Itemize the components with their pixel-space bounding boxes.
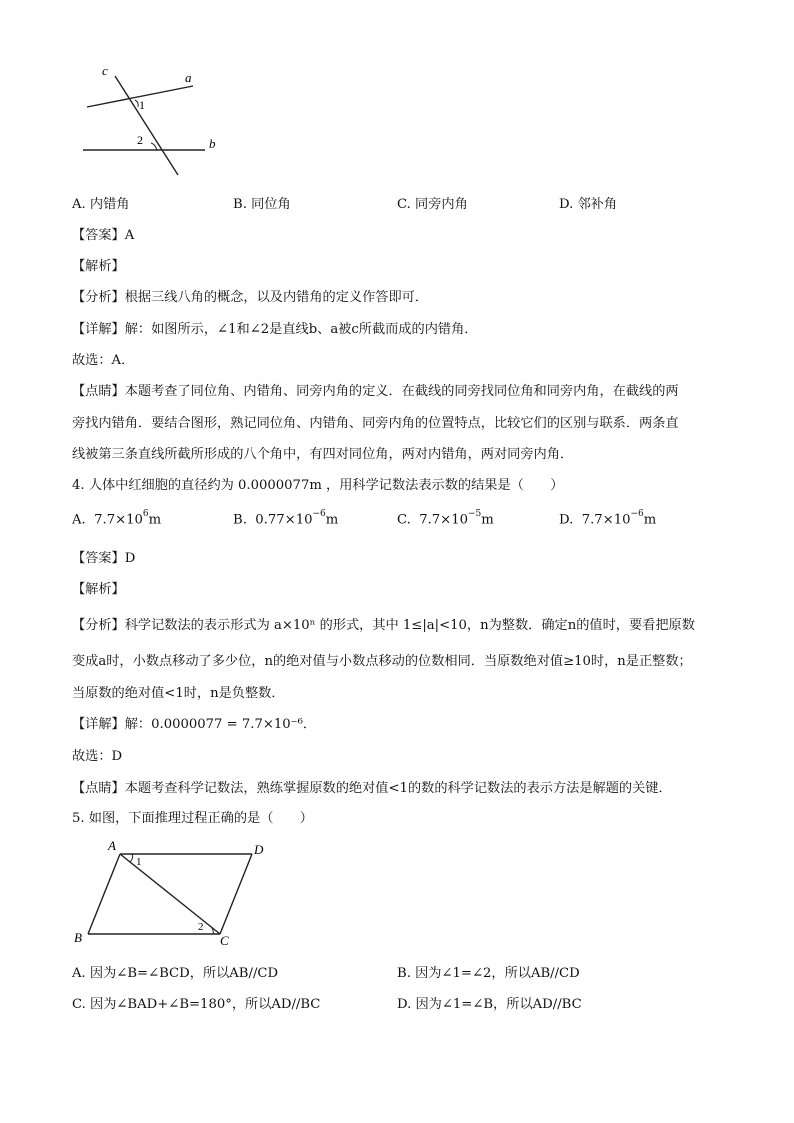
q4-option-a-label: A. (72, 512, 86, 528)
fig1-label-b: b (209, 136, 216, 151)
q4-fenxi-line-1: 【分析】科学记数法的表示形式为 a×10ⁿ 的形式，其中 1≤|a|<10，n为整数．确定n的值时，要看把原数 (72, 618, 695, 633)
q4-guxuan: 故选：D (72, 749, 123, 764)
q3-option-d: D. 邻补角 (559, 197, 618, 212)
q5-option-c: C. 因为∠BAD+∠B=180°，所以AD//BC (72, 997, 321, 1012)
fig1-label-c: c (102, 63, 108, 78)
q3-dianjing-line-2: 旁找内错角．要结合图形，熟记同位角、内错角、同旁内角的位置特点，比较它们的区别与联系．两条直 (72, 416, 679, 431)
q3-option-a: A. 内错角 (72, 197, 130, 212)
q4-option-b-base: 0.77×10 (255, 512, 313, 528)
fig2-angle-1: 1 (136, 856, 142, 868)
q4-option-c-exp: −5 (468, 509, 482, 519)
figure-parallelogram (70, 836, 280, 948)
q5-stem: 5. 如图，下面推理过程正确的是（ ） (72, 811, 313, 826)
fig1-angle-1: 1 (139, 98, 145, 112)
q4-option-b (233, 511, 338, 527)
q4-option-c-base: 7.7×10 (419, 512, 469, 528)
figure-transversal-lines (75, 62, 235, 182)
q5-option-a: A. 因为∠B=∠BCD，所以AB//CD (72, 966, 279, 981)
q4-option-c-label: C. (397, 512, 411, 528)
q4-option-b-unit: m (325, 512, 339, 528)
fig2-label-a: A (108, 838, 116, 853)
q4-xiangjie: 【详解】解：0.0000077 = 7.7×10⁻⁶． (72, 717, 317, 732)
q4-answer: 【答案】D (72, 551, 136, 566)
q4-option-d-exp: −6 (630, 509, 644, 519)
fig2-label-c: C (220, 933, 229, 948)
fig1-label-a: a (185, 70, 192, 85)
q3-option-c: C. 同旁内角 (397, 197, 468, 212)
q4-option-b-exp: −6 (312, 509, 326, 519)
q5-option-d: D. 因为∠1=∠B，所以AD//BC (397, 997, 582, 1012)
q3-answer: 【答案】A (72, 228, 135, 243)
q4-option-c (397, 511, 494, 527)
fig2-label-d: D (254, 842, 264, 857)
q4-analysis-label: 【解析】 (72, 582, 125, 597)
q3-analysis-label: 【解析】 (72, 259, 125, 274)
fig2-label-b: B (74, 930, 82, 945)
q4-option-c-unit: m (481, 512, 494, 528)
q3-xiangjie: 【详解】解：如图所示，∠1和∠2是直线b、a被c所截而成的内错角． (72, 322, 478, 337)
q3-dianjing-line-1: 【点睛】本题考查了同位角、内错角、同旁内角的定义．在截线的同旁找同位角和同旁内角，在截线的两 (72, 384, 679, 399)
q4-option-a-base: 7.7×10 (94, 512, 143, 528)
q4-option-a (72, 511, 161, 527)
q4-option-a-unit: m (148, 512, 162, 528)
q3-option-b: B. 同位角 (233, 197, 291, 212)
q4-dianjing: 【点睛】本题考查科学记数法，熟练掌握原数的绝对值<1的数的科学记数法的表示方法是解题的关键． (72, 781, 672, 796)
q4-fenxi-line-3: 当原数的绝对值<1时，n是负整数． (72, 686, 285, 701)
q4-option-d-base: 7.7×10 (581, 512, 631, 528)
q3-guxuan: 故选：A． (72, 353, 135, 368)
q4-stem: 4. 人体中红细胞的直径约为 0.0000077m ，用科学记数法表示数的结果是（ ） (72, 478, 564, 493)
q4-option-d-label: D. (559, 512, 574, 528)
q4-option-b-label: B. (233, 512, 247, 528)
q4-option-a-exp: 6 (142, 509, 149, 519)
q4-option-d-unit: m (643, 512, 657, 528)
fig2-angle-2: 2 (198, 921, 204, 933)
q5-option-b: B. 因为∠1=∠2，所以AB//CD (397, 966, 580, 981)
q3-dianjing-line-3: 线被第三条直线所截所形成的八个角中，有四对同位角，两对内错角，两对同旁内角． (72, 447, 574, 462)
q4-option-d (559, 511, 656, 527)
fig1-angle-2: 2 (137, 133, 143, 147)
q3-fenxi: 【分析】根据三线八角的概念，以及内错角的定义作答即可． (72, 290, 429, 305)
q4-fenxi-line-2: 变成a时，小数点移动了多少位，n的绝对值与小数点移动的位数相同．当原数绝对值≥10时，n是正整数； (72, 654, 692, 669)
